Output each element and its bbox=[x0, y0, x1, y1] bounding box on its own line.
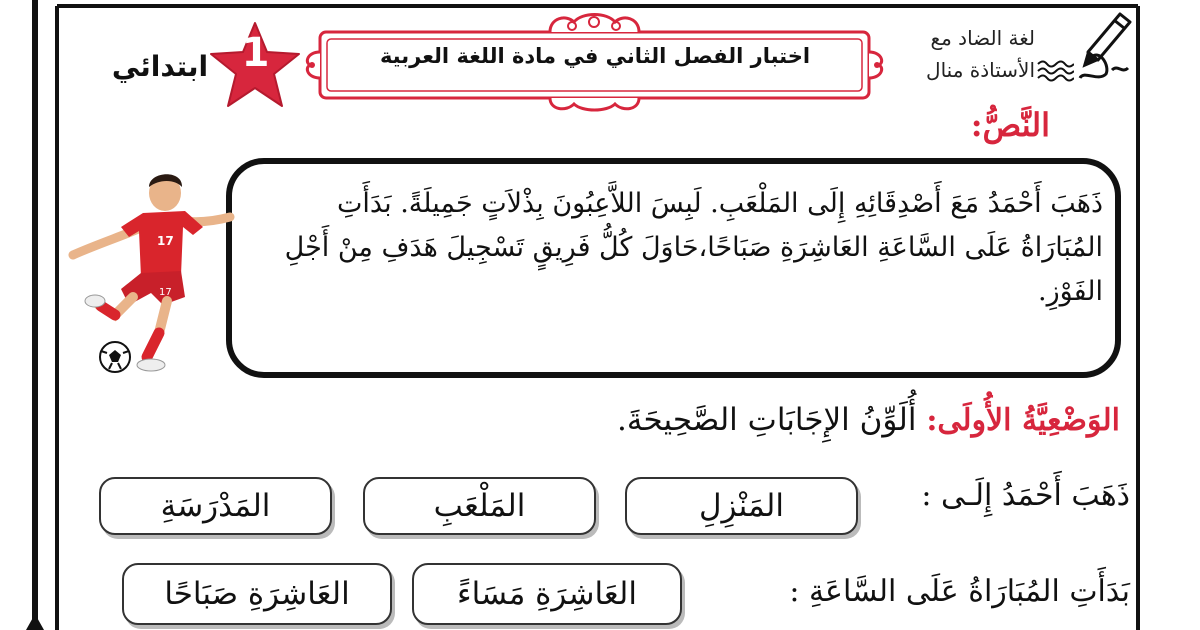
passage-heading: النَّصُّ: bbox=[970, 106, 1050, 144]
q2-option-morning[interactable]: العَاشِرَةِ صَبَاحًا bbox=[122, 563, 392, 625]
grade-number: 1 bbox=[241, 30, 270, 76]
question-2-label: بَدَأَتِ المُبَارَاةُ عَلَى السَّاعَةِ : bbox=[789, 574, 1130, 609]
svg-text:17: 17 bbox=[159, 287, 172, 298]
soccer-player-icon bbox=[55, 165, 235, 380]
q2-option-evening[interactable]: العَاشِرَةِ مَسَاءً bbox=[412, 563, 682, 625]
brand-line-1: لغة الضاد مع bbox=[930, 26, 1035, 50]
grade-label: ابتدائي bbox=[111, 50, 209, 83]
pen-writing-icon bbox=[1070, 8, 1140, 88]
svg-text:17: 17 bbox=[157, 234, 174, 248]
question-1-label: ذَهَبَ أَحْمَدُ إِلَـى : bbox=[921, 478, 1130, 513]
situation1-heading: الوَضْعِيَّةُ الأُولَى: bbox=[926, 403, 1120, 438]
q1-option-stadium[interactable]: المَلْعَبِ bbox=[363, 477, 596, 535]
situation1-row bbox=[470, 402, 1120, 438]
exam-title: اختبار الفصل الثاني في مادة اللغة العربية bbox=[379, 44, 811, 68]
wave-icon bbox=[1036, 58, 1074, 82]
passage-text: ذَهَبَ أَحْمَدُ مَعَ أَصْدِقَائِهِ إِلَى المَلْعَبِ. لَبِسَ اللاَّعِبُونَ بِذْلاَتٍ جَمِيلَةً. بَدَأَتِ المُبَارَاةُ عَلَى السَّاعَةِ العَاشِرَةِ صَبَاحًا،حَاوَلَ كُلُّ فَرِيقٍ تَسْجِيلَ هَدَفِ مِنْ أَجْلِ الفَوْزِ. bbox=[284, 188, 1103, 307]
q1-option-house[interactable]: المَنْزِلِ bbox=[625, 477, 858, 535]
situation1-instruction: أُلَوِّنُ الإِجَابَاتِ الصَّحِيحَةَ. bbox=[616, 402, 917, 438]
q1-option-school[interactable]: المَدْرَسَةِ bbox=[99, 477, 332, 535]
brand-line-2: الأستاذة منال bbox=[926, 58, 1035, 82]
